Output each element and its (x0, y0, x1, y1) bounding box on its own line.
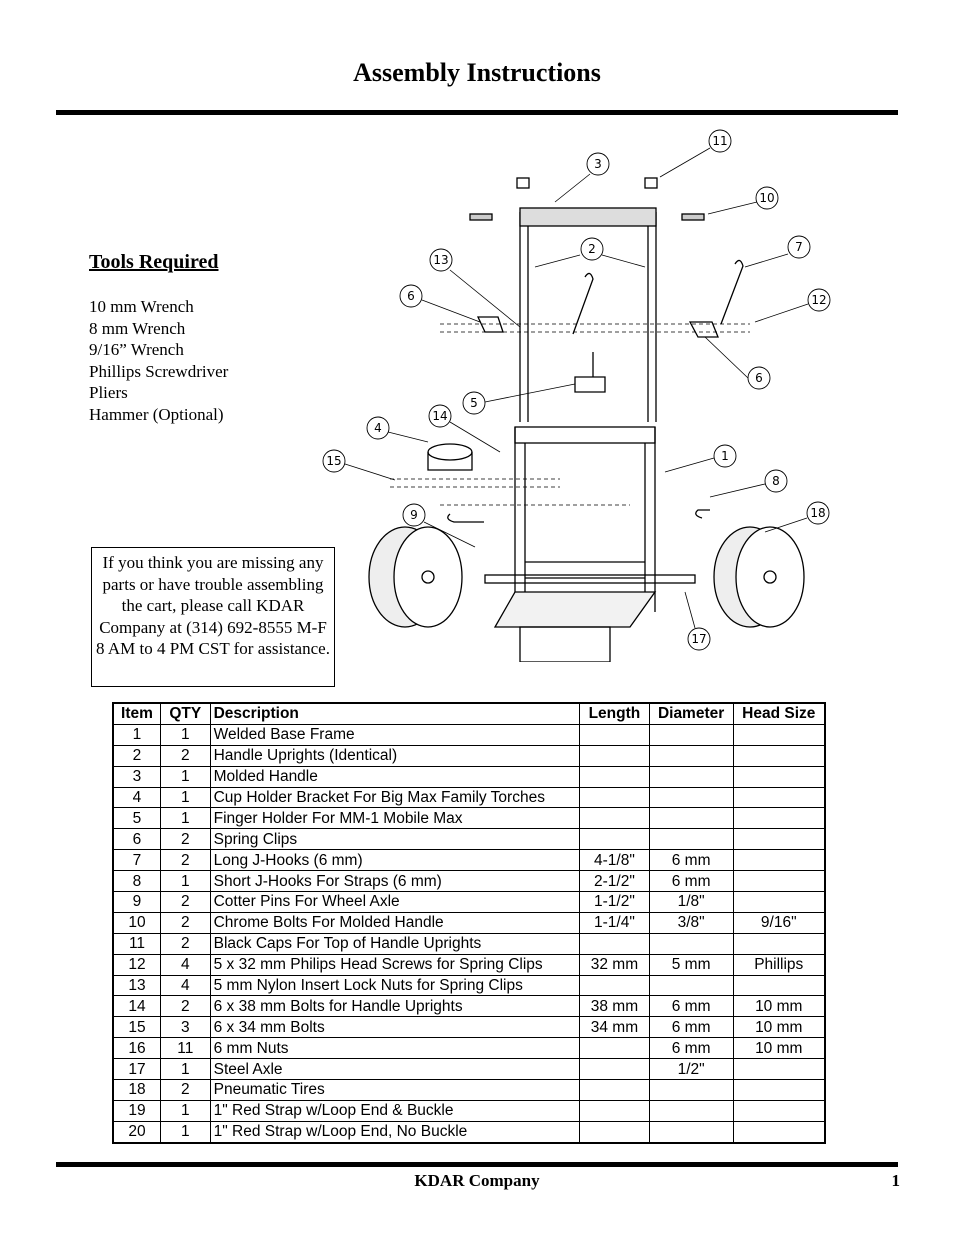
table-row (113, 829, 825, 850)
table-cell: 2 (160, 996, 210, 1017)
table-cell (580, 829, 650, 850)
table-cell: 4 (160, 954, 210, 975)
table-cell: 17 (113, 1059, 160, 1080)
table-cell: 7 (113, 850, 160, 871)
svg-text:14: 14 (432, 409, 448, 423)
table-cell: 11 (113, 933, 160, 954)
table-cell: 2-1/2" (580, 871, 650, 892)
table-cell: 10 mm (733, 1038, 825, 1059)
table-cell: 2 (160, 892, 210, 913)
table-cell (649, 787, 733, 808)
table-cell: 13 (113, 975, 160, 996)
parts-table (112, 702, 826, 1144)
col-header: Diameter (649, 703, 733, 724)
table-cell: 1-1/4" (580, 912, 650, 933)
table-row (113, 933, 825, 954)
table-cell: 1 (160, 1121, 210, 1142)
table-cell: 1 (113, 724, 160, 745)
table-cell: 2 (160, 829, 210, 850)
table-cell: 10 mm (733, 1017, 825, 1038)
table-cell (649, 745, 733, 766)
table-cell: 34 mm (580, 1017, 650, 1038)
svg-text:1: 1 (721, 449, 729, 463)
table-cell (580, 1100, 650, 1121)
table-row (113, 954, 825, 975)
table-cell: 6 mm (649, 1038, 733, 1059)
table-cell (733, 850, 825, 871)
table-cell: 1 (160, 1100, 210, 1121)
table-cell: 1/2" (649, 1059, 733, 1080)
table-cell: Finger Holder For MM-1 Mobile Max (210, 808, 580, 829)
table-cell: 2 (160, 912, 210, 933)
table-cell (733, 808, 825, 829)
svg-text:18: 18 (810, 506, 826, 520)
table-row (113, 1121, 825, 1142)
tool-item: 8 mm Wrench (89, 318, 186, 338)
table-cell: Cup Holder Bracket For Big Max Family Torches (210, 787, 580, 808)
table-cell (733, 766, 825, 787)
table-cell: 1 (160, 724, 210, 745)
cart-exploded-diagram (310, 122, 890, 662)
table-cell (649, 975, 733, 996)
tool-item: Hammer (Optional) (89, 404, 224, 424)
table-cell: 4-1/8" (580, 850, 650, 871)
tool-item: Phillips Screwdriver (89, 361, 229, 381)
svg-text:9: 9 (410, 508, 418, 522)
table-cell (733, 724, 825, 745)
tools-list (89, 296, 228, 425)
table-cell (580, 975, 650, 996)
table-row (113, 745, 825, 766)
table-row (113, 808, 825, 829)
col-header: Head Size (733, 703, 825, 724)
table-cell: Handle Uprights (Identical) (210, 745, 580, 766)
table-cell: 8 (113, 871, 160, 892)
table-cell (649, 808, 733, 829)
footer-company: KDAR Company (414, 1171, 540, 1190)
table-cell: Long J-Hooks (6 mm) (210, 850, 580, 871)
table-cell (580, 1080, 650, 1101)
table-cell: 5 x 32 mm Philips Head Screws for Spring Clips (210, 954, 580, 975)
svg-text:11: 11 (712, 134, 728, 148)
table-cell: Chrome Bolts For Molded Handle (210, 912, 580, 933)
table-row (113, 1017, 825, 1038)
table-row (113, 850, 825, 871)
table-cell: 3 (160, 1017, 210, 1038)
table-cell: 1 (160, 808, 210, 829)
table-cell: 1" Red Strap w/Loop End, No Buckle (210, 1121, 580, 1142)
table-cell: 1 (160, 766, 210, 787)
table-cell: 2 (160, 933, 210, 954)
table-cell (733, 1100, 825, 1121)
svg-text:6: 6 (407, 289, 415, 303)
table-cell: 19 (113, 1100, 160, 1121)
bottom-rule (56, 1162, 898, 1167)
svg-text:2: 2 (588, 242, 596, 256)
table-cell: Pneumatic Tires (210, 1080, 580, 1101)
table-cell: 11 (160, 1038, 210, 1059)
table-cell: 1 (160, 871, 210, 892)
table-cell: 6 mm (649, 850, 733, 871)
svg-text:3: 3 (594, 157, 602, 171)
table-cell: 18 (113, 1080, 160, 1101)
table-cell: 6 mm (649, 1017, 733, 1038)
table-cell: 15 (113, 1017, 160, 1038)
table-cell (649, 1080, 733, 1101)
table-row (113, 1059, 825, 1080)
col-header: Item (113, 703, 160, 724)
table-cell (649, 1121, 733, 1142)
table-cell: Black Caps For Top of Handle Uprights (210, 933, 580, 954)
svg-text:17: 17 (691, 632, 707, 646)
table-cell: 2 (160, 745, 210, 766)
svg-text:10: 10 (759, 191, 775, 205)
table-row (113, 1080, 825, 1101)
table-cell: 6 mm (649, 871, 733, 892)
table-cell (733, 892, 825, 913)
tools-heading: Tools Required (89, 251, 219, 273)
table-cell (733, 975, 825, 996)
table-cell: Short J-Hooks For Straps (6 mm) (210, 871, 580, 892)
table-cell (733, 933, 825, 954)
table-cell: 2 (160, 1080, 210, 1101)
table-cell: 12 (113, 954, 160, 975)
top-rule (56, 110, 898, 115)
table-cell: 1 (160, 1059, 210, 1080)
table-row (113, 892, 825, 913)
table-cell: 6 mm Nuts (210, 1038, 580, 1059)
table-cell (649, 724, 733, 745)
table-cell: 3/8" (649, 912, 733, 933)
table-cell: 16 (113, 1038, 160, 1059)
table-cell (733, 829, 825, 850)
table-cell: 5 mm (649, 954, 733, 975)
table-cell (733, 1121, 825, 1142)
table-cell (649, 933, 733, 954)
col-header: QTY (160, 703, 210, 724)
table-cell (580, 1059, 650, 1080)
table-cell: Spring Clips (210, 829, 580, 850)
table-cell: 6 x 34 mm Bolts (210, 1017, 580, 1038)
table-cell (580, 808, 650, 829)
table-cell: 6 mm (649, 996, 733, 1017)
table-header-row (113, 703, 825, 724)
table-cell (580, 724, 650, 745)
svg-text:4: 4 (374, 421, 382, 435)
table-cell: 2 (160, 850, 210, 871)
table-cell (733, 1080, 825, 1101)
col-header: Description (210, 703, 580, 724)
table-cell: Phillips (733, 954, 825, 975)
table-cell: 5 (113, 808, 160, 829)
svg-text:8: 8 (772, 474, 780, 488)
table-row (113, 1100, 825, 1121)
svg-text:6: 6 (755, 371, 763, 385)
table-cell: 5 mm Nylon Insert Lock Nuts for Spring Clips (210, 975, 580, 996)
table-cell: Steel Axle (210, 1059, 580, 1080)
table-cell (580, 1121, 650, 1142)
table-cell (580, 1038, 650, 1059)
table-cell: 1/8" (649, 892, 733, 913)
table-row (113, 996, 825, 1017)
table-cell: 38 mm (580, 996, 650, 1017)
table-cell: 2 (113, 745, 160, 766)
table-cell: Welded Base Frame (210, 724, 580, 745)
table-cell: 10 mm (733, 996, 825, 1017)
table-cell: Molded Handle (210, 766, 580, 787)
table-row (113, 787, 825, 808)
svg-text:5: 5 (470, 396, 478, 410)
table-cell: 9/16" (733, 912, 825, 933)
table-row (113, 871, 825, 892)
support-notice: If you think you are missing any parts or have trouble assembling the cart, please call KDAR Company at (314) 692-8555 M-F 8 AM to 4 PM CST for assistance. (91, 547, 335, 687)
page-number: 1 (891, 1171, 900, 1190)
table-cell (733, 1059, 825, 1080)
table-cell (580, 933, 650, 954)
table-cell: 3 (113, 766, 160, 787)
tool-item: 10 mm Wrench (89, 297, 194, 316)
table-cell: Cotter Pins For Wheel Axle (210, 892, 580, 913)
table-cell: 14 (113, 996, 160, 1017)
table-row (113, 724, 825, 745)
table-cell (733, 871, 825, 892)
table-cell: 10 (113, 912, 160, 933)
table-cell (580, 766, 650, 787)
table-cell: 6 (113, 829, 160, 850)
table-cell: 32 mm (580, 954, 650, 975)
table-cell (649, 766, 733, 787)
table-cell: 4 (113, 787, 160, 808)
table-cell: 1" Red Strap w/Loop End & Buckle (210, 1100, 580, 1121)
table-cell: 6 x 38 mm Bolts for Handle Uprights (210, 996, 580, 1017)
table-cell: 1-1/2" (580, 892, 650, 913)
table-row (113, 912, 825, 933)
page-title: Assembly Instructions (353, 58, 601, 87)
col-header: Length (580, 703, 650, 724)
table-cell: 9 (113, 892, 160, 913)
svg-text:15: 15 (326, 454, 342, 468)
svg-text:7: 7 (795, 240, 803, 254)
table-cell (649, 829, 733, 850)
tool-item: 9/16” Wrench (89, 340, 184, 359)
table-cell (649, 1100, 733, 1121)
svg-text:13: 13 (433, 253, 449, 267)
table-row (113, 1038, 825, 1059)
table-cell (580, 787, 650, 808)
svg-text:12: 12 (811, 293, 827, 307)
table-cell: 4 (160, 975, 210, 996)
table-row (113, 766, 825, 787)
table-cell (580, 745, 650, 766)
table-cell (733, 787, 825, 808)
table-row (113, 975, 825, 996)
table-cell: 1 (160, 787, 210, 808)
table-cell (733, 745, 825, 766)
tool-item: Pliers (89, 383, 128, 402)
table-cell: 20 (113, 1121, 160, 1142)
